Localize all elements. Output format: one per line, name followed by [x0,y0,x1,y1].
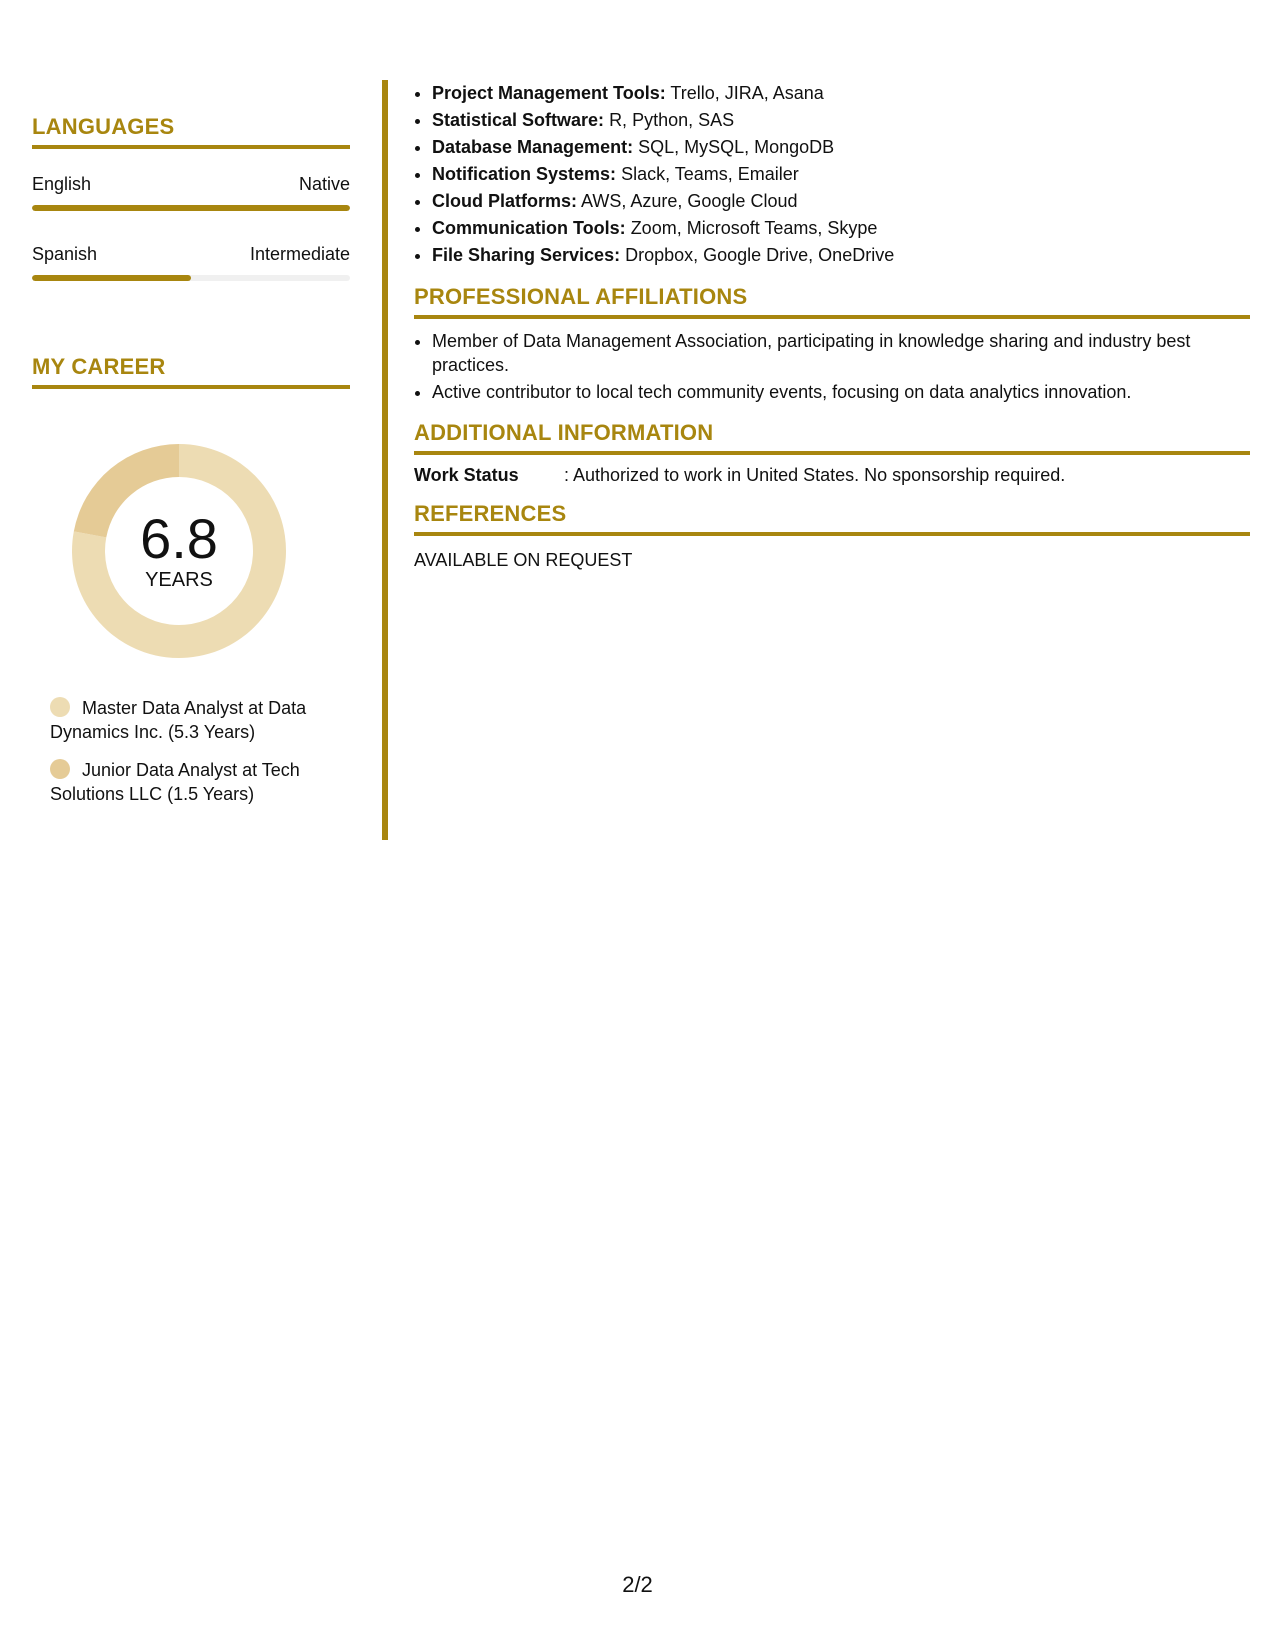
additional-info-title: ADDITIONAL INFORMATION [414,420,1250,455]
career-donut-chart [66,438,292,664]
skill-label: Communication Tools: [432,218,626,238]
legend-dot [50,759,70,779]
donut-center [66,438,292,664]
legend-label: Junior Data Analyst at Tech Solutions LLC (1.5 Years) [50,760,300,804]
skill-label: Cloud Platforms: [432,191,578,211]
language-bar [32,205,350,211]
page-number: 2/2 [622,1572,653,1597]
affiliations-list [414,329,1250,404]
career-title: MY CAREER [32,354,350,389]
skill-value: Zoom, Microsoft Teams, Skype [630,218,878,238]
skills-list [414,80,1268,269]
list-item [432,107,1268,134]
language-level: Native [298,174,350,194]
list-item [432,161,1268,188]
list-item: • Active contributor to local tech community events, focusing on data analytics innovation. [432,380,1250,404]
skill-label: File Sharing Services: [432,245,621,265]
skill-label: Database Management: [432,137,634,157]
language-bar [32,275,350,281]
list-item [432,242,1268,269]
legend-dot [50,697,70,717]
additional-info-section [414,420,1250,486]
skill-value: AWS, Azure, Google Cloud [581,191,798,211]
skill-label: Statistical Software: [432,110,605,130]
career-total-unit: YEARS [145,568,213,591]
career-legend [50,696,340,820]
references-text: AVAILABLE ON REQUEST [414,550,633,570]
list-item [432,215,1268,242]
skill-value: Slack, Teams, Emailer [621,164,799,184]
language-bar-fill [32,275,191,281]
skill-value: R, Python, SAS [609,110,735,130]
references-section [414,501,1250,571]
work-status-label: Work Status [414,465,519,485]
skill-value: Trello, JIRA, Asana [670,83,824,103]
work-status-value: : Authorized to work in United States. No sponsorship required. [564,465,1066,485]
language-name: English [32,174,92,194]
career-section [32,354,350,389]
references-title: REFERENCES [414,501,1250,536]
affiliations-title: PROFESSIONAL AFFILIATIONS [414,284,1250,319]
list-item: • Member of Data Management Association, participating in knowledge sharing and industry best practices. [432,329,1250,377]
work-status-row [414,465,1250,486]
affiliations-section [414,284,1250,407]
skill-value: Dropbox, Google Drive, OneDrive [625,245,895,265]
career-total-years: 6.8 [140,506,218,570]
language-spanish [32,243,350,281]
language-bar-fill [32,205,350,211]
skill-label: Notification Systems: [432,164,617,184]
legend-item [50,758,340,806]
skill-label: Project Management Tools: [432,83,666,103]
list-item [432,188,1268,215]
language-english [32,173,350,211]
legend-item [50,696,340,744]
skill-value: SQL, MySQL, MongoDB [638,137,835,157]
language-level: Intermediate [249,244,350,264]
language-name: Spanish [32,244,98,264]
languages-section [32,114,350,281]
legend-label: Master Data Analyst at Data Dynamics Inc. (5.3 Years) [50,698,307,742]
column-divider [382,80,388,840]
languages-title: LANGUAGES [32,114,350,149]
list-item [432,134,1268,161]
list-item [432,80,1268,107]
